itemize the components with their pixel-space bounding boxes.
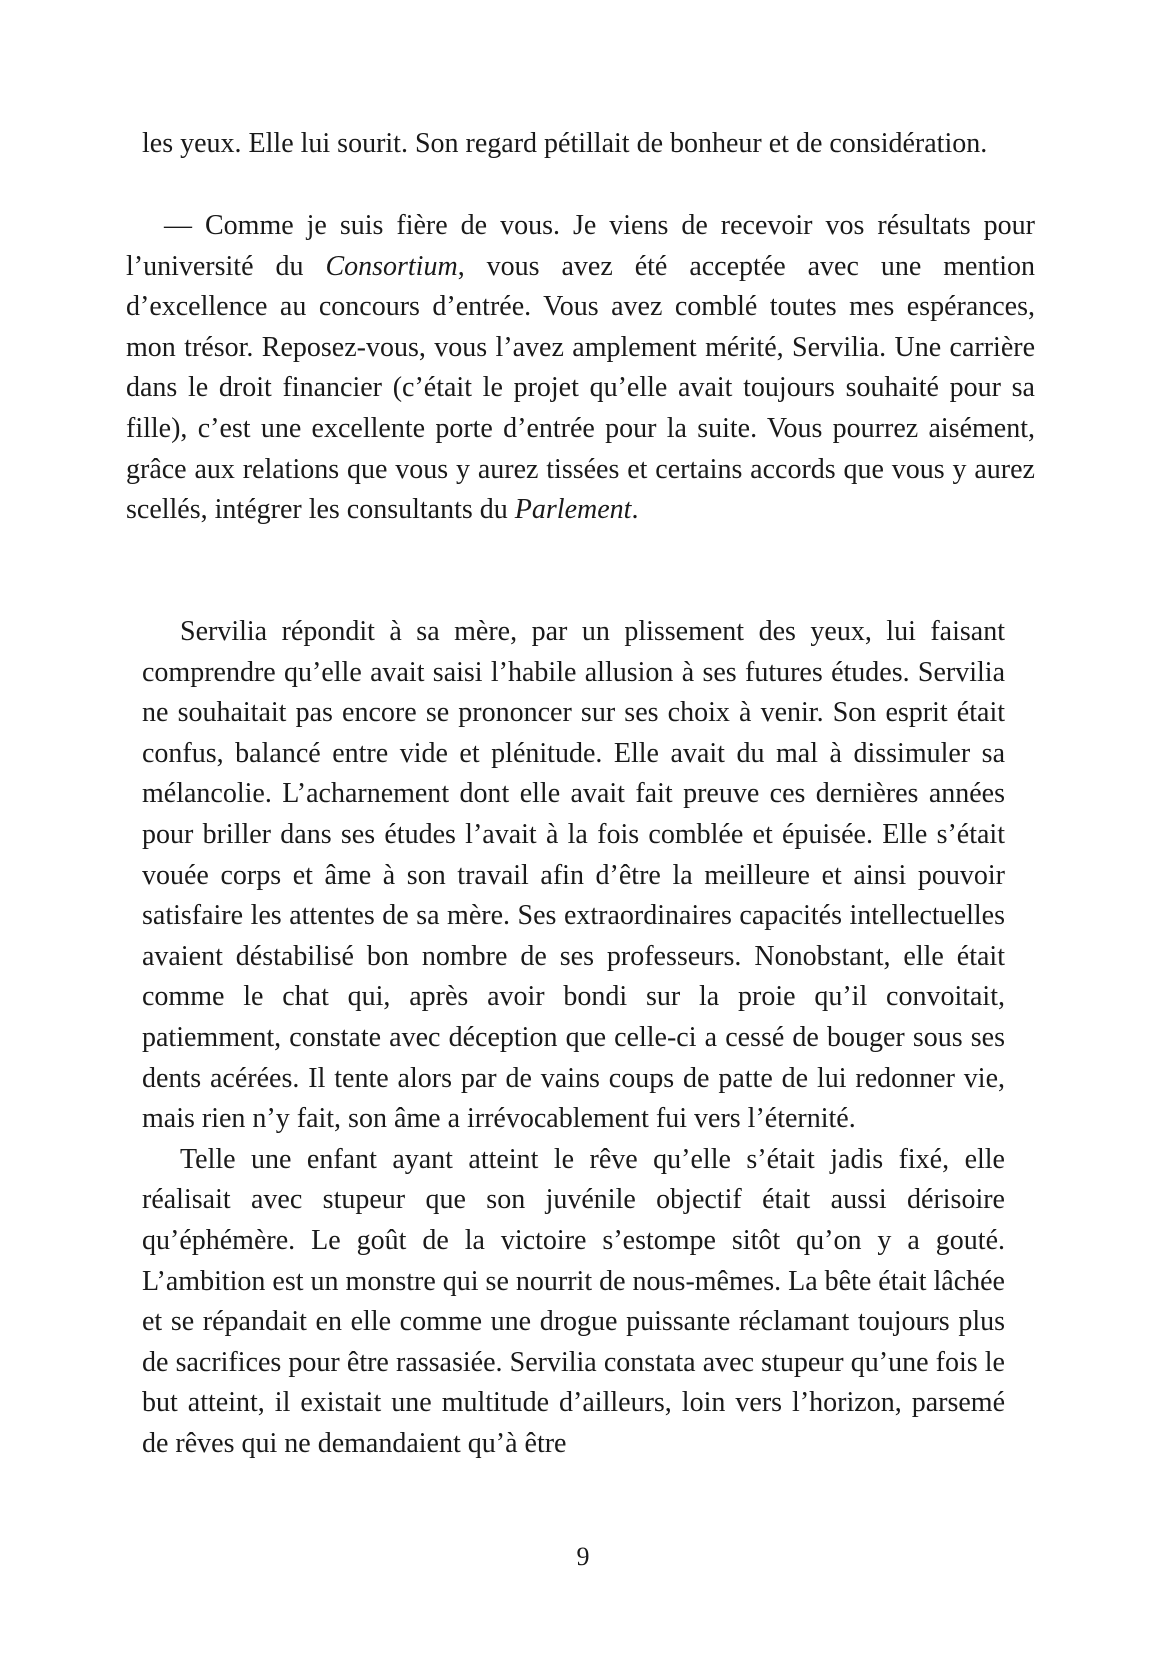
dialogue-text-part-1: — Comme je suis fière de vous. Je viens de recevoir vos résultats pour l’université du — [126, 210, 1035, 282]
text-block-dialogue — [126, 206, 1035, 531]
dialogue-text-part-2: , vous avez été acceptée avec une mention d’excellence au concours d’entrée. Vous avez comblé toutes mes espérances, mon trésor. Reposez-vous, vous l’avez amplement mérité, Servilia. Une carrière dans le droit financier (c’était le projet qu’elle avait toujours souhaité pour sa fille), c’est une excellente porte d’entrée pour la suite. Vous pourrez aisément, grâce aux relations que vous y aurez tissées et certains accords que vous y aurez scellés, intégrer les consultants du — [126, 250, 1035, 526]
paragraph-2-dialogue — [126, 206, 1035, 531]
page-number: 9 — [576, 1542, 590, 1571]
italic-term-consortium: Consortium — [325, 250, 458, 282]
paragraph-3: Servilia répondit à sa mère, par un plissement des yeux, lui faisant comprendre qu’elle avait saisi l’habile allusion à ses futures études. Servilia ne souhaitait pas encore se prononcer sur ses choix à venir. Son esprit était confus, balancé entre vide et plénitude. Elle avait du mal à dissimuler sa mélancolie. L’acharnement dont elle avait fait preuve ces dernières années pour briller dans ses études l’avait à la fois comblée et épuisée. Elle s’était vouée corps et âme à son travail afin d’être la meilleure et ainsi pouvoir satisfaire les attentes de sa mère. Ses extraordinaires capacités intellectuelles avaient déstabilisé bon nombre de ses professeurs. Nonobstant, elle était comme le chat qui, après avoir bondi sur la proie qu’il convoitait, patiemment, constate avec déception que celle-ci a cessé de bouger sous ses dents acérées. Il tente alors par de vains coups de patte de lui redonner vie, mais rien n’y fait, son âme a irrévocablement fui vers l’éternité. — [142, 616, 1005, 1135]
text-block-narrative — [142, 612, 1005, 1464]
text-block-opening — [142, 124, 1005, 165]
paragraph-4: Telle une enfant ayant atteint le rêve qu’elle s’était jadis fixé, elle réalisait avec stupeur que son juvénile objectif était aussi dérisoire qu’éphémère. Le goût de la victoire s’estompe sitôt qu’on y a gouté. L’ambition est un monstre qui se nourrit de nous-mêmes. La bête était lâchée et se répandait en elle comme une drogue puissante réclamant toujours plus de sacrifices pour être rassasiée. Servilia constata avec stupeur qu’une fois le but atteint, il existait une multitude d’ailleurs, loin vers l’horizon, parsemé de rêves qui ne demandaient qu’à être — [142, 1143, 1005, 1459]
italic-term-parlement: Parlement — [514, 494, 632, 526]
paragraph-1: les yeux. Elle lui sourit. Son regard pétillait de bonheur et de considération. — [142, 128, 988, 159]
dialogue-text-part-3: . — [631, 494, 639, 526]
